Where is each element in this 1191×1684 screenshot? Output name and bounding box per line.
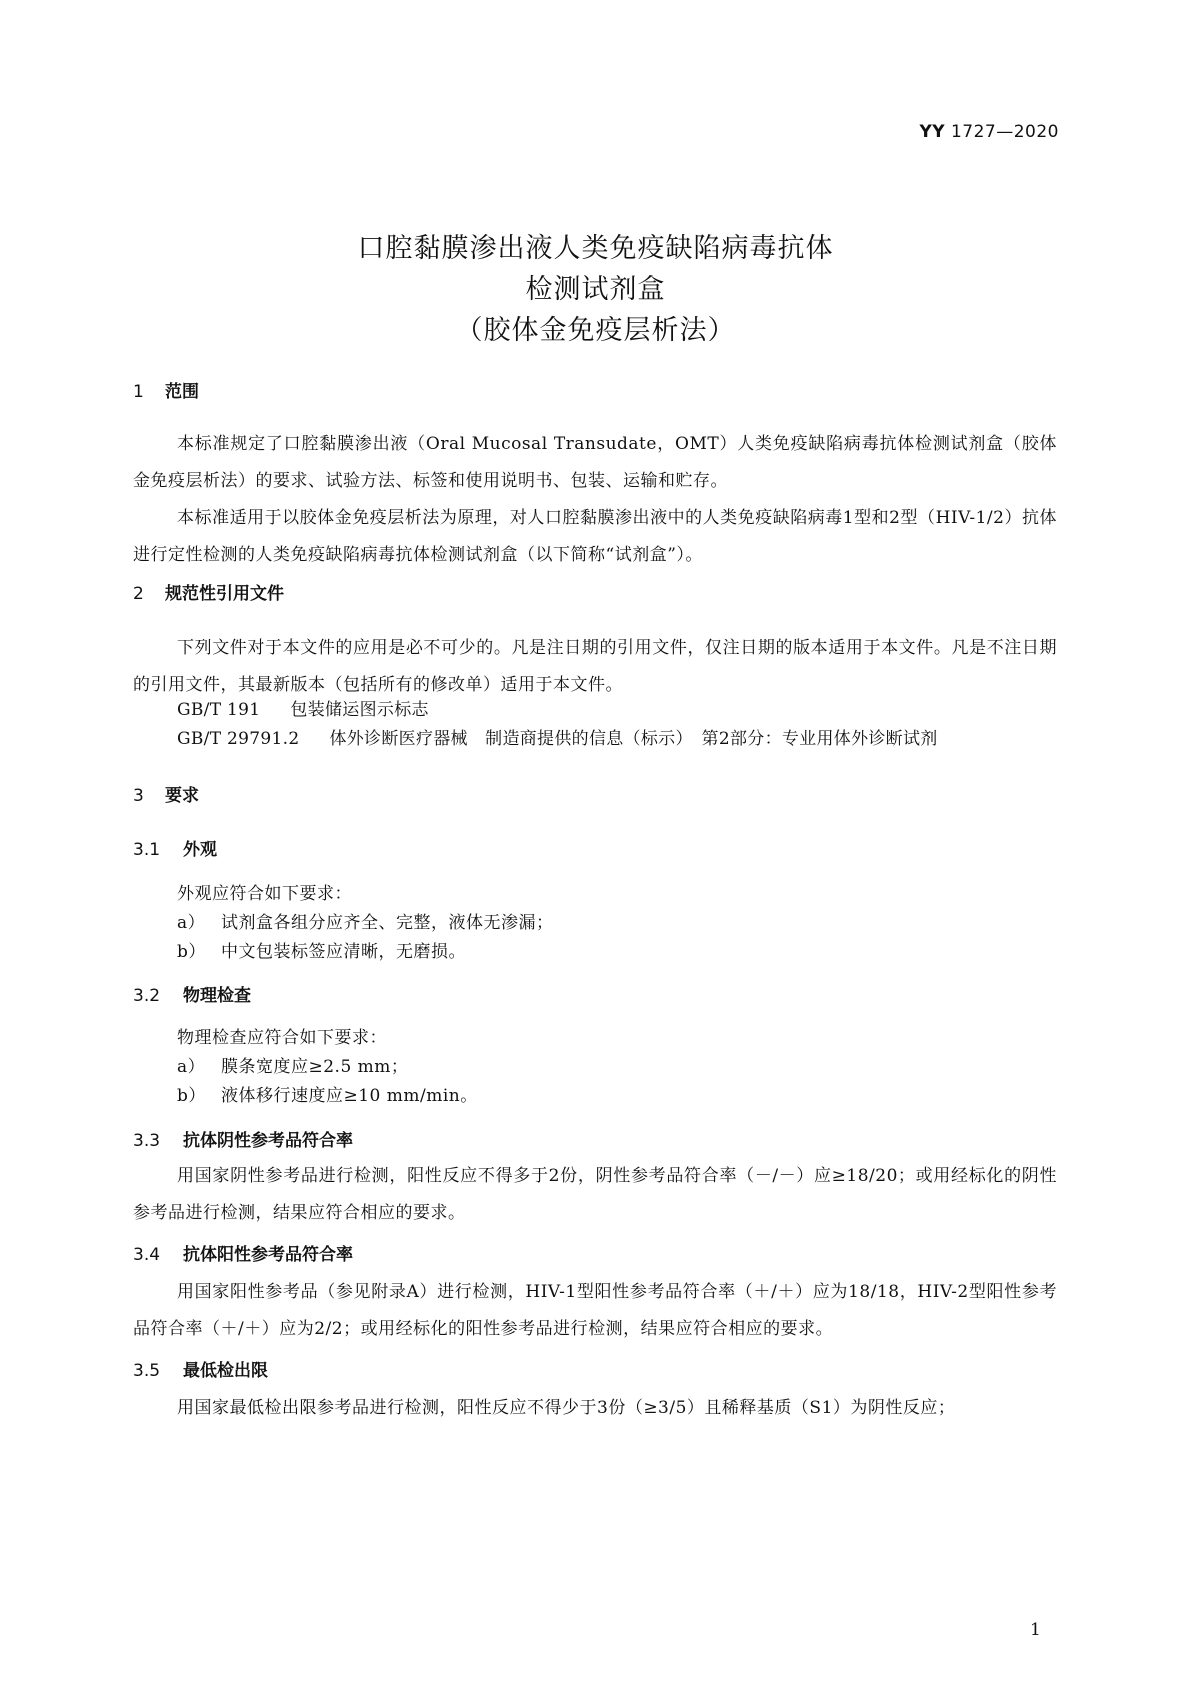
section-3-heading [133,781,199,806]
list-item [177,1052,408,1077]
list-text: 液体移行速度应≥10 mm/min。 [221,1086,478,1106]
section-title: 抗体阴性参考品符合率 [183,1131,353,1151]
section-3-4-heading [133,1240,353,1265]
list-label: b） [177,1086,206,1106]
document-title [0,228,1191,351]
standard-prefix: YY [919,122,946,142]
section-number: 3.5 [133,1361,161,1381]
standard-number: 1727—2020 [950,122,1059,142]
section-number: 3.2 [133,986,161,1006]
reference-code: GB/T 191 [177,700,261,720]
section-title: 外观 [183,840,217,860]
section-1-heading [133,377,199,402]
reference-title: 包装储运图示标志 [290,700,429,720]
title-line-3: （胶体金免疫层析法） [455,315,736,346]
list-item [177,937,466,962]
section-3-5-paragraph: 用国家最低检出限参考品进行检测，阳性反应不得少于3份（≥3/5）且稀释基质（S1）为阴性反应； [177,1398,956,1418]
section-3-2-intro: 物理检查应符合如下要求： [177,1028,387,1048]
list-item [177,908,554,933]
section-3-3-paragraph: 用国家阴性参考品进行检测，阳性反应不得多于2份，阴性参考品符合率（－/－）应≥18/20；或用经标化的阴性参考品进行检测，结果应符合相应的要求。 [133,1166,1057,1223]
list-text: 试剂盒各组分应齐全、完整，液体无渗漏； [221,913,554,933]
normative-reference-1 [177,695,429,720]
section-1-paragraph-2: 本标准适用于以胶体金免疫层析法为原理，对人口腔黏膜渗出液中的人类免疫缺陷病毒1型和2型（HIV-1/2）抗体进行定性检测的人类免疫缺陷病毒抗体检测试剂盒（以下简称“试剂盒”）。 [133,508,1057,565]
list-label: b） [177,942,206,962]
reference-code: GB/T 29791.2 [177,729,300,749]
section-3-3-heading [133,1126,353,1151]
section-3-4-paragraph: 用国家阳性参考品（参见附录A）进行检测，HIV-1型阳性参考品符合率（＋/＋）应为18/18，HIV-2型阳性参考品符合率（＋/＋）应为2/2；或用经标化的阳性参考品进行检测，结果应符合相应的要求。 [133,1282,1057,1339]
normative-reference-2 [177,724,938,749]
list-item [177,1081,478,1106]
section-number: 1 [133,382,144,402]
title-line-1: 口腔黏膜渗出液人类免疫缺陷病毒抗体 [357,233,834,264]
list-label: a） [177,913,206,933]
section-number: 3.1 [133,840,161,860]
document-code [919,122,1059,142]
section-3-2-heading [133,981,251,1006]
section-number: 2 [133,584,144,604]
section-2-paragraph-1: 下列文件对于本文件的应用是必不可少的。凡是注日期的引用文件，仅注日期的版本适用于本文件。凡是不注日期的引用文件，其最新版本（包括所有的修改单）适用于本文件。 [133,638,1057,695]
section-title: 范围 [165,382,199,402]
section-3-1-heading [133,835,217,860]
section-title: 规范性引用文件 [165,584,284,604]
section-title: 物理检查 [183,986,251,1006]
section-3-5-heading [133,1356,268,1381]
section-title: 最低检出限 [183,1361,268,1381]
section-title: 要求 [165,786,199,806]
list-label: a） [177,1057,206,1077]
list-text: 膜条宽度应≥2.5 mm； [221,1057,409,1077]
section-3-1-intro: 外观应符合如下要求： [177,884,352,904]
page-number: 1 [1030,1620,1041,1640]
section-number: 3 [133,786,144,806]
section-1-paragraph-1: 本标准规定了口腔黏膜渗出液（Oral Mucosal Transudate，OMT）人类免疫缺陷病毒抗体检测试剂盒（胶体金免疫层析法）的要求、试验方法、标签和使用说明书、包装、运输和贮存。 [133,434,1057,491]
section-2-heading [133,579,284,604]
reference-title: 体外诊断医疗器械 制造商提供的信息（标示） 第2部分：专业用体外诊断试剂 [329,729,938,749]
section-title: 抗体阳性参考品符合率 [183,1245,353,1265]
section-number: 3.3 [133,1131,161,1151]
list-text: 中文包装标签应清晰，无磨损。 [221,942,466,962]
title-line-2: 检测试剂盒 [525,274,666,305]
section-number: 3.4 [133,1245,161,1265]
